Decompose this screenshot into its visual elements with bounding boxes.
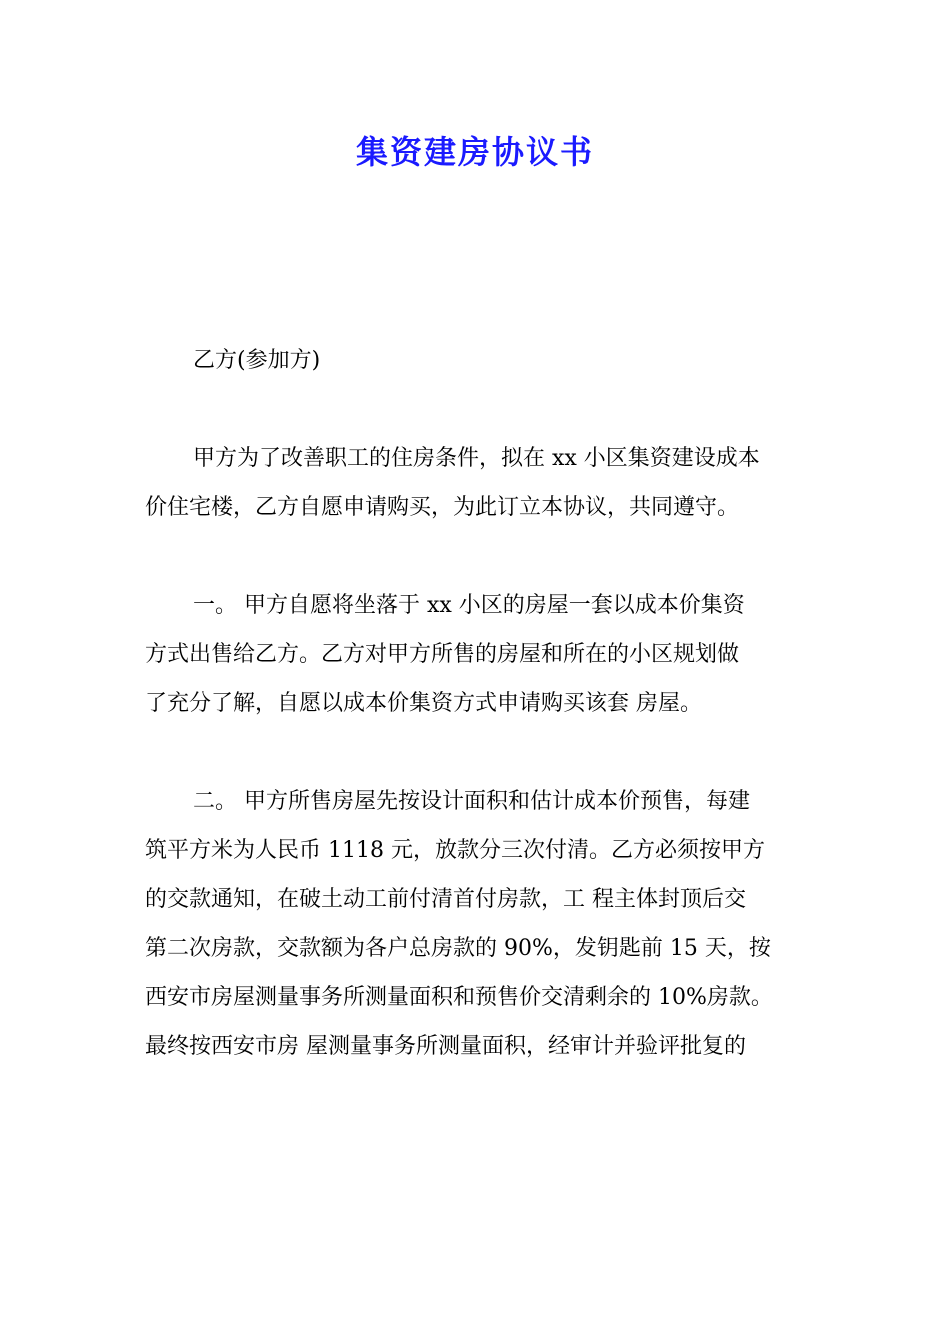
paragraph-gap xyxy=(145,728,815,777)
paragraph-line: 价住宅楼，乙方自愿申请购买，为此订立本协议，共同遵守。 xyxy=(145,495,740,520)
clause-two-line: 西安市房屋测量事务所测量面积和预售价交清剩余的 10%房款。 xyxy=(145,985,773,1010)
clause-two-line: 的交款通知，在破土动工前付清首付房款，工 程主体封顶后交 xyxy=(145,887,746,912)
clause-one-line: 方式出售给乙方。乙方对甲方所售的房屋和所在的小区规划做 xyxy=(145,642,740,667)
document-title: 集资建房协议书 xyxy=(355,133,594,171)
paragraph-line: 甲方为了改善职工的住房条件，拟在 xx 小区集资建设成本 xyxy=(193,446,760,471)
clause-two-line: 最终按西安市房 屋测量事务所测量面积，经审计并验评批复的 xyxy=(145,1034,746,1059)
clause-two-line: 筑平方米为人民币 1118 元，放款分三次付清。乙方必须按甲方 xyxy=(145,838,765,863)
paragraph-gap xyxy=(145,385,815,434)
clause-one-line: 了充分了解，自愿以成本价集资方式申请购买该套 房屋。 xyxy=(145,691,702,716)
paragraph-gap xyxy=(145,532,815,581)
clause-two-line: 第二次房款，交款额为各户总房款的 90%，发钥匙前 15 天，按 xyxy=(145,936,771,961)
clause-two-line: 二。 甲方所售房屋先按设计面积和估计成本价预售，每建 xyxy=(193,789,750,814)
party-b-line: 乙方(参加方) xyxy=(193,348,321,373)
document-body xyxy=(145,336,815,1071)
clause-one-line: 一。 甲方自愿将坐落于 xx 小区的房屋一套以成本价集资 xyxy=(193,593,745,618)
